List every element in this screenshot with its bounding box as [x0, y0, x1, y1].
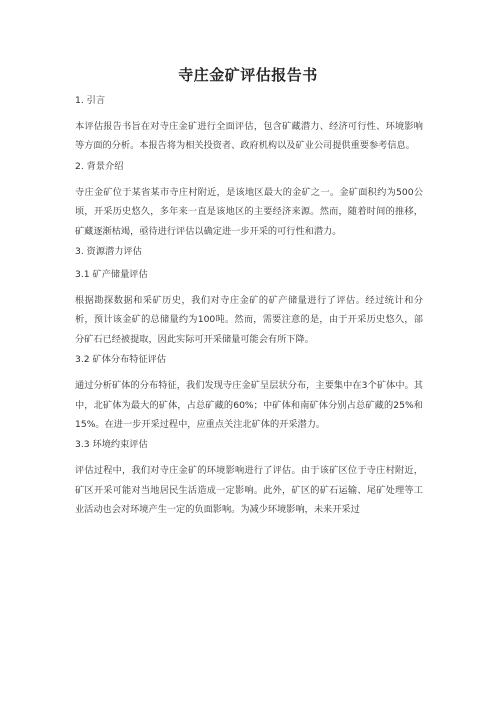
- subsection-heading-reserves: 3.1 矿产储量评估: [75, 269, 148, 281]
- paragraph-introduction: 本评估报告书旨在对寺庄金矿进行全面评估，包含矿藏潜力、经济可行性、环境影响等方面的分析。本报告将为相关投资者、政府机构以及矿业公司提供重要参考信息。: [75, 121, 423, 152]
- paragraph-background: 寺庄金矿位于某省某市寺庄村附近，是该地区最大的金矿之一。金矿面积约为500公顷，开采历史悠久，多年来一直是该地区的主要经济来源。然而，随着时间的推移，矿藏逐渐枯竭，亟待进行评估以确定进一步开采的可行性和潜力。: [75, 186, 423, 237]
- page-title: 寺庄金矿评估报告书: [178, 66, 318, 84]
- paragraph-ore-distribution: 通过分析矿体的分布特征，我们发现寺庄金矿呈层状分布，主要集中在3个矿体中。其中，北矿体为最大的矿体，占总矿藏的60%；中矿体和南矿体分别占总矿藏的25%和15%。在进一步开采过程中，应重点关注北矿体的开采潜力。: [75, 380, 423, 431]
- paragraph-environment: 评估过程中，我们对寺庄金矿的环境影响进行了评估。由于该矿区位于寺庄村附近，矿区开采可能对当地居民生活造成一定影响。此外，矿区的矿石运输、尾矿处理等工业活动也会对环境产生一定的负面影响。为减少环境影响，未来开采过: [75, 465, 423, 516]
- paragraph-reserves: 根据勘探数据和采矿历史，我们对寺庄金矿的矿产储量进行了评估。经过统计和分析，预计该金矿的总储量约为100吨。然而，需要注意的是，由于开采历史悠久，部分矿石已经被提取，因此实际可开采储量可能会有所下降。: [75, 295, 423, 345]
- subsection-heading-ore-distribution: 3.2 矿体分布特征评估: [75, 354, 167, 366]
- subsection-heading-environment: 3.3 环境约束评估: [75, 439, 148, 451]
- section-heading-background: 2. 背景介绍: [75, 160, 124, 172]
- section-heading-resource-potential: 3. 资源潜力评估: [75, 246, 142, 258]
- document-body: [75, 94, 423, 524]
- section-heading-introduction: 1. 引言: [75, 95, 106, 106]
